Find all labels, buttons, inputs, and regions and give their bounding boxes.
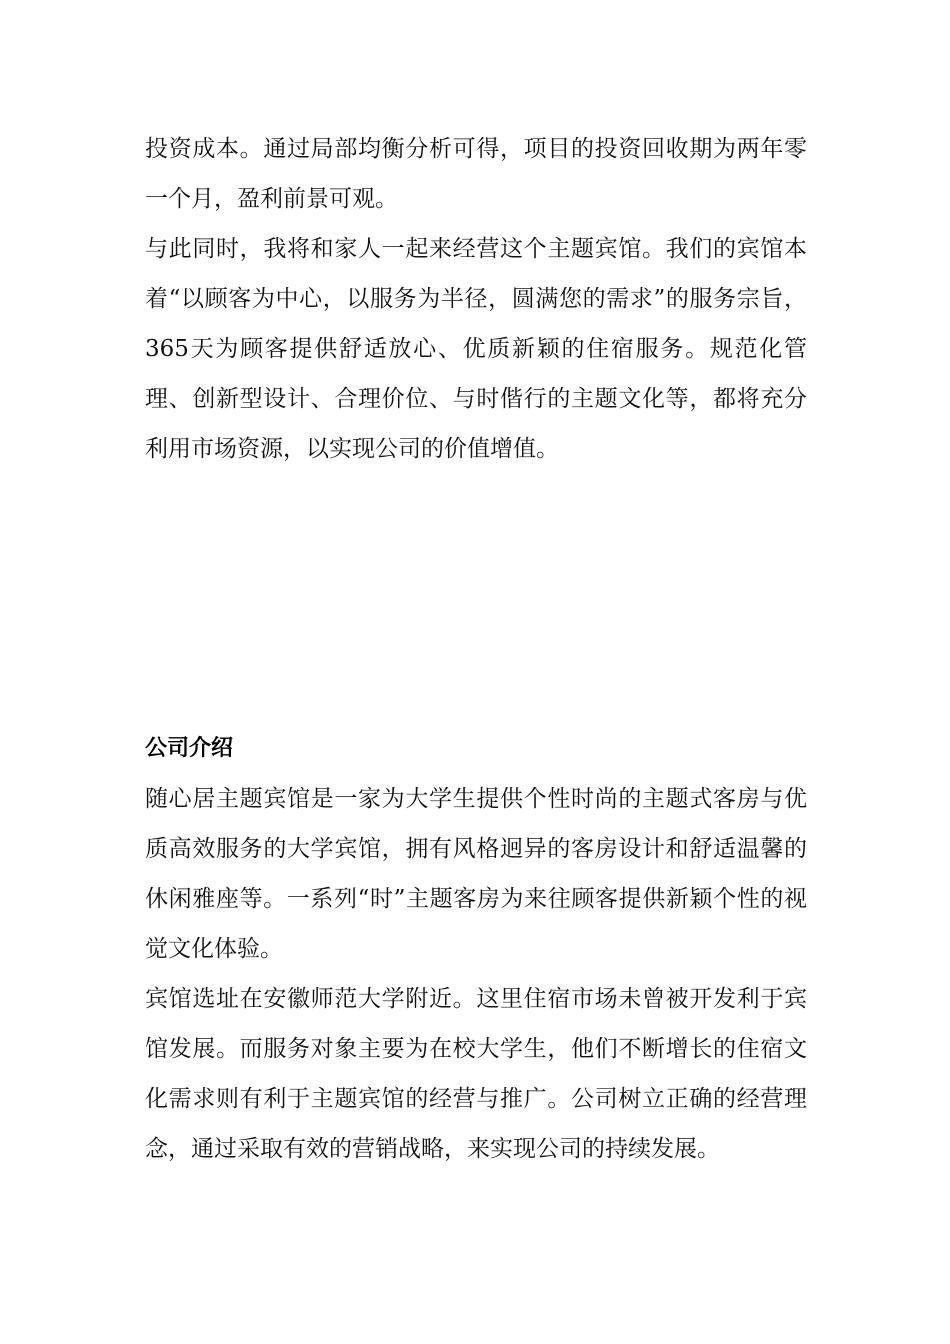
paragraph-location: 宾馆选址在安徽师范大学附近。这里住宿市场未曾被开发利于宾馆发展。而服务对象主要为在校大学生，他们不断增长的住宿文化需求则有利于主题宾馆的经营与推广。公司树立正确的经营理念，通过采取有效的营销战略，来实现公司的持续发展。 xyxy=(145,986,807,1162)
section-heading: 公司介绍 xyxy=(145,736,234,761)
paragraph-investment: 投资成本。通过局部均衡分析可得，项目的投资回收期为两年零一个月，盈利前景可观。 xyxy=(145,136,807,212)
paragraph-operation: 与此同时，我将和家人一起来经营这个主题宾馆。我们的宾馆本着“以顾客为中心，以服务为半径，圆满您的需求”的服务宗旨，365天为顾客提供舒适放心、优质新颖的住宿服务。规范化管理、创新型设计、合理价位、与时偕行的主题文化等，都将充分利用市场资源，以实现公司的价值增值。 xyxy=(145,236,807,462)
paragraph-company-overview: 随心居主题宾馆是一家为大学生提供个性时尚的主题式客房与优质高效服务的大学宾馆，拥有风格迥异的客房设计和舒适温馨的休闲雅座等。一系列“时”主题客房为来往顾客提供新颖个性的视觉文化体验。 xyxy=(145,786,807,962)
company-intro-text-block xyxy=(145,774,807,1174)
intro-text-block xyxy=(145,124,807,474)
